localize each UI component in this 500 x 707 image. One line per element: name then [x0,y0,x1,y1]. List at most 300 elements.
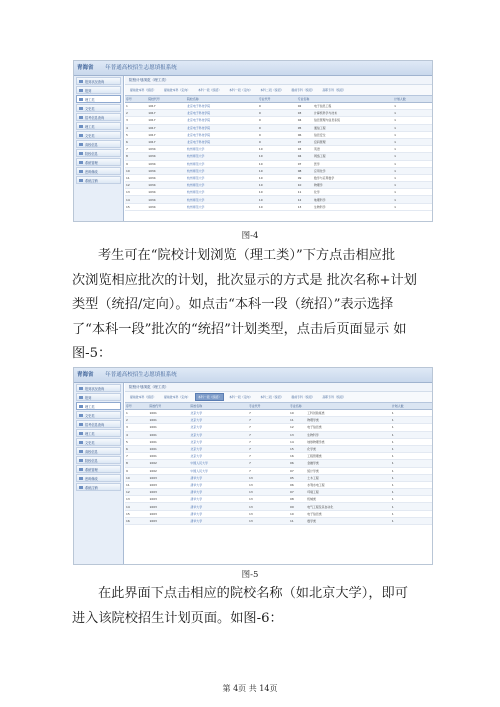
table-cell: 环境工程 [306,489,391,496]
paragraph-line: 次浏览相应批次的计划，批次显示的方式是 批次名称+计划 [72,272,417,288]
table-cell: 1017 [147,117,186,124]
table-cell: 化学类 [306,445,391,452]
folder-icon [79,459,83,462]
table-cell: 1003 [149,481,190,488]
table-cell: 1 [393,167,432,174]
sidebar-item[interactable] [76,456,121,464]
school-name-link[interactable]: 北京大学 [190,453,248,460]
table-cell: 1 [393,196,432,203]
sidebar [74,76,124,221]
table-cell: 1017 [147,131,186,138]
table-row [125,503,432,510]
table-cell: 1034 [147,174,186,181]
table-cell: 7 [248,410,289,417]
sidebar-item[interactable] [76,95,121,103]
table-cell: 12 [297,196,313,203]
table-cell: 土木工程 [306,474,391,481]
system-header [74,368,432,383]
sidebar-item-label: 理工类 [85,432,95,436]
table-cell: 1003 [149,510,190,517]
sidebar-item[interactable] [76,77,121,85]
table-cell: 1 [393,146,432,153]
school-name-link[interactable]: 中国人民大学 [190,467,248,474]
table-cell: 电子信息类 [306,510,391,517]
table-cell: 10 [258,167,297,174]
table-cell: 1003 [149,489,190,496]
table-cell: 信息管理与信息系统 [313,117,393,124]
table-cell: 1 [391,496,432,503]
paragraph-line: 进入该院校招生计划页面。如图-6： [72,610,283,626]
sidebar-item[interactable] [76,438,121,446]
table-cell: 10 [258,160,297,167]
table-cell: 电气工程及其自动化 [306,503,391,510]
sidebar-item[interactable] [76,447,121,455]
table-cell: 1 [393,124,432,131]
table-cell: 11 [297,189,313,196]
table-cell: 11 [125,481,149,488]
table-cell: 地理科学 [313,196,393,203]
table-cell: 1017 [147,110,186,117]
tab-batch[interactable]: 本科一段（统招） [198,88,222,92]
sidebar-item-label: 报到 [85,396,92,400]
school-name-link[interactable]: 北京大学 [190,410,248,417]
table-cell: 04 [297,117,313,124]
school-name-link[interactable]: 杭州师范大学 [186,153,258,160]
table-cell: 密码管理 [313,138,393,145]
table-cell: 2 [125,110,147,117]
folder-icon [79,152,83,155]
column-header: 院校名称 [186,96,258,103]
table-cell: 06 [297,131,313,138]
system-title: 年普通高校招生志愿填报系统 [105,372,177,378]
folder-icon [79,80,83,83]
table-cell: 1017 [147,124,186,131]
table-row [125,131,432,138]
table-row [125,167,432,174]
folder-icon [79,89,83,92]
folder-icon [79,143,83,146]
folder-icon [79,116,83,119]
table-cell: 1002 [149,467,190,474]
table-cell: 03 [297,110,313,117]
table-cell: 12 [125,182,147,189]
school-name-link[interactable]: 清华大学 [190,496,248,503]
table-cell: 4 [125,124,147,131]
table-cell: 10 [289,410,306,417]
tab-batch[interactable]: 高职专科（统招） [322,395,346,399]
sidebar-item-label: 密码修改 [85,477,98,481]
folder-icon [79,468,83,471]
table-cell: 4 [125,431,149,438]
sidebar-item[interactable] [76,140,121,148]
sidebar-item[interactable] [76,158,121,166]
sidebar-item[interactable] [76,420,121,428]
table-cell: 1034 [147,146,186,153]
table-cell: 1034 [147,182,186,189]
column-header: 院校代号 [149,403,190,410]
table-cell: 05 [297,124,313,131]
table-cell: 10 [258,203,297,210]
table-cell: 15 [125,203,147,210]
table-row [125,174,432,181]
column-header: 院校名称 [190,403,248,410]
table-row [125,196,432,203]
tab-batch[interactable]: 提前批本科（定向） [164,88,191,92]
tab-batch[interactable]: 本科一段（定向） [229,395,253,399]
table-cell: 1001 [149,445,190,452]
school-name-link[interactable]: 北京电子科技学院 [186,103,258,110]
column-header: 序号 [125,96,147,103]
sidebar-item-label: 理工类 [85,98,95,102]
table-cell: 网络工程 [313,153,393,160]
table-cell: 3 [125,424,149,431]
sidebar-item[interactable] [76,104,121,112]
column-header: 序号 [125,403,149,410]
table-cell: 13 [248,496,289,503]
table-cell: 1 [393,138,432,145]
table-cell: 13 [248,517,289,524]
sidebar-item[interactable] [76,393,121,401]
table-cell: 1003 [149,517,190,524]
table-cell: 金融学类 [306,460,391,467]
table-cell: 1017 [147,138,186,145]
table-cell: 水利水电工程 [306,481,391,488]
screenshot-figure-4 [73,60,433,222]
tab-batch[interactable]: 提前批本科（统招） [130,395,157,399]
sidebar-item-label: 院校信息 [85,459,98,463]
school-name-link[interactable]: 北京电子科技学院 [186,138,258,145]
table-cell: 13 [125,189,147,196]
table-cell: 1 [393,117,432,124]
table-cell: 15 [125,510,149,517]
table-cell: 8 [125,460,149,467]
table-cell: 1034 [147,160,186,167]
paragraph-2 [72,582,422,631]
table-row [125,481,432,488]
column-header: 院校代号 [147,96,186,103]
school-name-link[interactable]: 北京大学 [190,417,248,424]
table-cell: 工科试验班类 [306,410,391,417]
table-row [125,153,432,160]
sidebar-item-label: 报到状况查询 [85,387,105,391]
sidebar-item[interactable] [76,465,121,473]
table-cell: 1 [391,489,432,496]
table-cell: 9 [125,160,147,167]
table-row [125,146,432,153]
province-label: 青海省 [77,372,94,378]
school-name-link[interactable]: 北京大学 [190,424,248,431]
sidebar [74,383,124,564]
tab-batch[interactable]: 提前专科（统招） [291,395,315,399]
table-cell: 7 [248,424,289,431]
table-row [125,117,432,124]
school-name-link[interactable]: 杭州师范大学 [186,146,258,153]
table-cell: 1 [391,517,432,524]
table-cell: 地球物理学类 [306,438,391,445]
table-cell: 07 [289,467,306,474]
table-cell: 1 [393,103,432,110]
table-cell: 1003 [149,474,190,481]
tab-batch[interactable]: 本科二段（统招） [260,88,284,92]
folder-icon [79,387,83,390]
table-cell: 07 [297,138,313,145]
table-cell: 医学 [313,160,393,167]
table-cell: 13 [248,503,289,510]
table-cell: 1 [391,417,432,424]
table-cell: 10 [258,182,297,189]
sidebar-item[interactable] [76,402,121,410]
table-cell: 1 [391,510,432,517]
school-name-link[interactable]: 杭州师范大学 [186,189,258,196]
screenshot-figure-5 [73,367,433,565]
table-cell: 12 [289,424,306,431]
table-cell: 9 [258,124,297,131]
table-cell: 9 [258,131,297,138]
folder-icon [79,486,83,489]
table-cell: 16 [125,517,149,524]
table-row [125,489,432,496]
table-cell: 11 [289,417,306,424]
table-cell: 7 [248,467,289,474]
sidebar-item[interactable] [76,176,121,184]
folder-icon [79,477,83,480]
sidebar-item[interactable] [76,86,121,94]
table-cell: 13 [248,481,289,488]
sidebar-item[interactable] [76,411,121,419]
table-cell: 机械类 [306,496,391,503]
sidebar-item[interactable] [76,149,121,157]
sidebar-item-label: 理工类 [85,405,95,409]
school-name-link[interactable]: 北京大学 [190,445,248,452]
table-cell: 英语 [313,146,393,153]
table-row [125,189,432,196]
column-header: 计划人数 [393,96,432,103]
table-cell: 物理学 [313,182,393,189]
paragraph-line: 在此界面下点击相应的院校名称（如北京大学），即可 [98,586,408,601]
table-row [125,496,432,503]
sidebar-item-label: 理工类 [85,125,95,129]
school-name-link[interactable]: 杭州师范大学 [186,167,258,174]
school-name-link[interactable]: 杭州师范大学 [186,182,258,189]
school-name-link[interactable]: 北京大学 [190,438,248,445]
table-row [125,453,432,460]
table-row [125,410,432,417]
table-cell: 1 [393,160,432,167]
table-cell: 1002 [149,460,190,467]
school-name-link[interactable]: 清华大学 [190,474,248,481]
system-header [74,61,432,76]
sidebar-item[interactable] [76,483,121,491]
breadcrumb: 院校计划浏览（理工类） [125,76,432,85]
table-cell: 7 [248,431,289,438]
tab-batch[interactable]: 本科二段（统招） [260,395,284,399]
sidebar-item-label: 文史类 [85,107,95,111]
tab-batch[interactable]: 提前专科（统招） [291,88,315,92]
folder-icon [79,441,83,444]
system-title: 年普通高校招生志愿填报系统 [105,65,177,71]
table-cell: 8 [125,153,147,160]
school-name-link[interactable]: 杭州师范大学 [186,160,258,167]
table-cell: 10 [258,189,297,196]
table-cell: 06 [289,460,306,467]
table-cell: 6 [125,138,147,145]
sidebar-item[interactable] [76,167,121,175]
table-cell: 05 [289,474,306,481]
sidebar-item[interactable] [76,122,121,130]
table-cell: 1 [393,203,432,210]
table-cell: 09 [289,503,306,510]
table-cell: 1 [391,431,432,438]
column-header: 计划人数 [391,403,432,410]
table-cell: 13 [248,474,289,481]
table-cell: 04 [297,153,313,160]
sidebar-item[interactable] [76,474,121,482]
folder-icon [79,432,83,435]
table-cell: 10 [258,196,297,203]
table-row [125,182,432,189]
table-cell: 10 [258,146,297,153]
table-row [125,460,432,467]
sidebar-item[interactable] [76,384,121,392]
table-cell: 14 [125,503,149,510]
table-cell: 1 [391,481,432,488]
table-cell: 1034 [147,196,186,203]
table-row [125,438,432,445]
school-name-link[interactable]: 北京电子科技学院 [186,131,258,138]
table-cell: 1 [391,453,432,460]
table-row [125,424,432,431]
tab-batch[interactable]: 高职专科（统招） [322,88,346,92]
table-cell: 统计学类 [306,467,391,474]
table-cell: 1001 [149,417,190,424]
table-cell: 7 [248,417,289,424]
sidebar-item-label: 高校信息 [85,143,98,147]
school-name-link[interactable]: 北京电子科技学院 [186,124,258,131]
table-cell: 7 [248,460,289,467]
table-cell: 14 [125,196,147,203]
school-name-link[interactable]: 清华大学 [190,503,248,510]
table-cell: 7 [248,453,289,460]
table-cell: 3 [125,117,147,124]
table-cell: 9 [258,138,297,145]
table-cell: 11 [125,174,147,181]
folder-icon [79,423,83,426]
province-label: 青海省 [77,65,94,71]
table-cell: 10 [297,182,313,189]
table-cell: 10 [125,474,149,481]
table-cell: 07 [297,160,313,167]
school-name-link[interactable]: 清华大学 [190,489,248,496]
school-name-link[interactable]: 杭州师范大学 [186,196,258,203]
sidebar-item-label: 文史类 [85,414,95,418]
table-cell: 6 [125,445,149,452]
table-cell: 12 [125,489,149,496]
school-name-link[interactable]: 清华大学 [190,517,248,524]
paragraph-line: 图-5： [72,346,112,361]
school-name-link[interactable]: 杭州师范大学 [186,174,258,181]
table-cell: 信息安全 [313,131,393,138]
table-cell: 1 [391,503,432,510]
table-row [125,510,432,517]
table-cell: 1034 [147,203,186,210]
school-name-link[interactable]: 清华大学 [190,481,248,488]
table-cell: 1 [393,131,432,138]
table-cell: 1034 [147,167,186,174]
sidebar-item-label: 系统管理 [85,161,98,165]
sidebar-item-label: 招考信息查询 [85,116,105,120]
table-cell: 1 [391,474,432,481]
school-name-link[interactable]: 北京电子科技学院 [186,110,258,117]
table-cell: 1 [391,445,432,452]
table-cell: 11 [289,517,306,524]
table-cell: 通信工程 [313,124,393,131]
figure-caption: 图-4 [241,231,259,241]
table-cell: 1003 [149,496,190,503]
tab-batch[interactable]: 本科一段（定向） [229,88,253,92]
table-cell: 13 [289,431,306,438]
table-cell: 电子信息类 [306,424,391,431]
table-cell: 7 [125,146,147,153]
school-name-link[interactable]: 清华大学 [190,510,248,517]
sidebar-item[interactable] [76,429,121,437]
table-cell: 9 [125,467,149,474]
paragraph-line: 类型（统招/定向）。如点击“本科一段（统招）”表示选择 [72,297,394,312]
table-cell: 1034 [147,153,186,160]
table-cell: 13 [125,496,149,503]
school-name-link[interactable]: 北京电子科技学院 [186,117,258,124]
table-cell: 9 [258,110,297,117]
folder-icon [79,414,83,417]
folder-icon [79,134,83,137]
table-cell: 7 [248,438,289,445]
table-cell: 电子信息工程 [313,103,393,110]
table-cell: 1001 [149,438,190,445]
table-cell: 02 [297,103,313,110]
figure-caption: 图-5 [241,570,259,580]
tab-batch[interactable]: 提前批本科（定向） [164,395,191,399]
tab-batch[interactable]: 本科一段（统招） [195,393,224,401]
table-cell: 08 [297,167,313,174]
column-header: 专业代号 [258,96,297,103]
table-cell: 数学类 [306,517,391,524]
table-row [125,160,432,167]
folder-icon [79,107,83,110]
sidebar-item[interactable] [76,131,121,139]
sidebar-item-label: 报到状况查询 [85,80,105,84]
table-cell: 1001 [149,410,190,417]
tab-batch[interactable]: 提前批本科（统招） [130,88,157,92]
main-panel [125,76,432,221]
folder-icon [79,405,83,408]
school-name-link[interactable]: 杭州师范大学 [186,203,258,210]
table-cell: 1 [391,424,432,431]
sidebar-item-label: 招考信息查询 [85,423,105,427]
sidebar-item-label: 文史类 [85,441,95,445]
table-cell: 1 [391,438,432,445]
table-row [125,203,432,210]
table-cell: 1 [393,182,432,189]
table-cell: 16 [289,453,306,460]
school-name-link[interactable]: 中国人民大学 [190,460,248,467]
table-row [125,467,432,474]
table-cell: 1 [391,460,432,467]
plan-table [125,96,432,211]
table-cell: 生物科学 [313,203,393,210]
table-cell: 10 [289,510,306,517]
school-name-link[interactable]: 北京大学 [190,431,248,438]
table-cell: 生物科学 [306,431,391,438]
sidebar-item[interactable] [76,113,121,121]
